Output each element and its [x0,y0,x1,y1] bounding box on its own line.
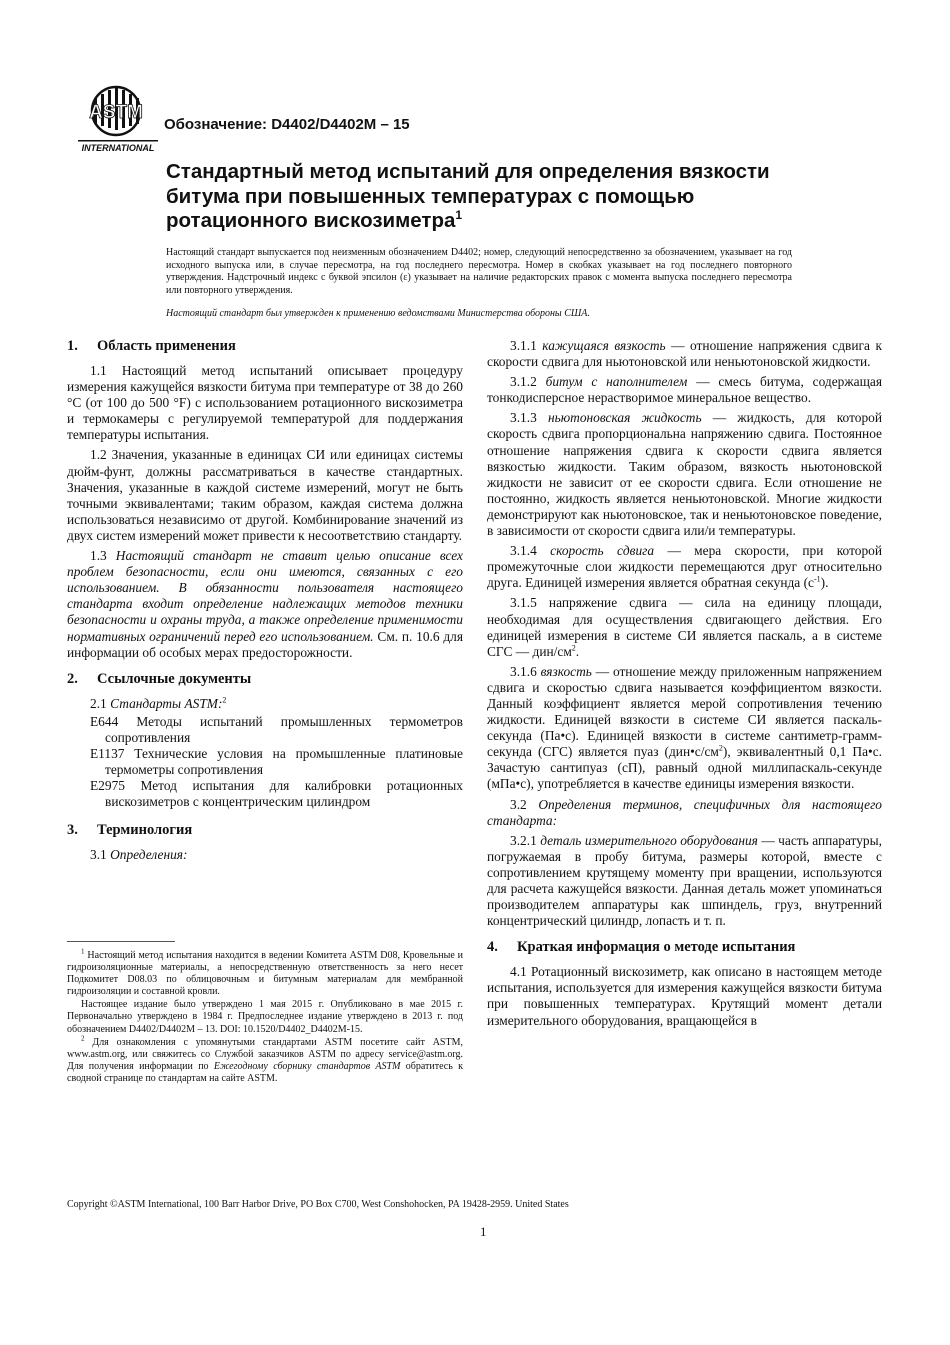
def-number: 3.1.3 [510,410,537,426]
title-text: Стандартный метод испытаний для определения вязкости битума при повышенных температурах с помощью ротационного вискозиметра [166,160,770,232]
superscript: 2 [718,743,723,753]
footnote-mark: 2 [81,1034,85,1043]
reference-e2975: E2975 Метод испытания для калибровки ротационных вискозиметров с концентрическим цилиндром [90,778,463,810]
def-term: скорость сдвига [550,543,655,559]
footnote-2 [67,1034,463,1085]
title-footnote-mark: 1 [455,208,463,223]
footnote-divider [67,941,175,942]
def-term: деталь измерительного оборудования [540,832,758,848]
def-term: вязкость [540,663,592,679]
paragraph-1-1: 1.1 Настоящий метод испытаний описывает процедуру измерения кажущейся вязкости битума при температуре от 38 до 260 °C (от 100 до 500 °F) с использованием ротационного вискозиметра и термокамеры с регулируемой температурой для поддержания температуры испытания. [67,363,463,443]
section-title: Терминология [97,822,193,839]
definition-3-1-4 [487,543,882,591]
def-text: — смесь битума, содержащая тонкодисперсное нерастворимое минеральное вещество. [487,374,882,406]
sub-number: 3.1 [90,847,107,863]
subsection-3-1 [67,847,463,863]
section-1-heading [67,338,463,355]
footnote-mark: 1 [81,947,85,956]
safety-statement: Настоящий стандарт не ставит целью описание всех проблем безопасности, если они имеются, связанных с его использованием. В обязанности пользователя настоящего стандарта входит определение надлежащих методов техники безопасности и охраны труда, а также определение применимости нормативных ограничений перед его использованием. [67,548,463,644]
section-title: Ссылочные документы [97,670,252,687]
footnote-mark: 2 [222,695,227,705]
sub-label: Определения терминов, специфичных для настоящего стандарта: [487,796,882,828]
section-number: 3. [67,822,78,839]
reference-e644: E644 Методы испытаний промышленных термометров сопротивления [90,713,463,745]
logo-text: ASTM [89,102,143,123]
designation: Обозначение: D4402/D4402M – 15 [164,116,410,133]
para-rest: См. п. 10.6 для информации об особых мерах предосторожности. [67,628,463,660]
def-end: ). [820,575,829,591]
section-2-heading [67,671,463,688]
def-text: 3.1.5 напряжение сдвига — сила на единицу площади, необходимая для осуществления сдвигающего действия. Его единицей измерения в системе СИ является паскаль, а в системе СГС — дин/см [487,595,882,659]
def-text: — часть аппаратуры, погружаемая в пробу битума, размеры которой, вместе с сопротивлением крутящему моменту при вращении, используются для расчета кажущейся вязкости. Данная деталь может упоминаться производителем аппаратуры как шпиндель, груз, внутренний концентрический цилиндр, лопасть и т. п. [487,832,882,929]
para-number: 1.3 [90,548,107,564]
def-text: — отношение между приложенным напряжением сдвига и скоростью сдвига называется коэффициентом вязкости. Данный коэффициент является мерой сопротивления течению жидкости. Единицей вязкости в системе СИ является паскаль-секунда (Па•с). Единицей вязкости в системе сантиметр-грамм-секунда (СГС) является пуаз (дин•с/см [487,663,882,760]
sub-label: Стандарты ASTM: [110,695,223,711]
definition-3-1-5 [487,595,882,659]
def-number: 3.1.4 [510,543,537,559]
section-4-heading [487,939,882,956]
astm-logo [76,84,160,154]
definition-3-1-3 [487,410,882,539]
def-text: — жидкость, для которой скорость сдвига пропорциональна напряжению сдвига. Постоянное отношение напряжения сдвига к скорости сдвига является вязкостью жидкости. Таким образом, вязкость ньютоновской жидкости не зависит от ее скорости сдвига. Если отношение не постоянно, жидкость является неньютоновской. Многие жидкости демонстрируют как ньютоновское, так и неньютоновское поведение, в зависимости от скорости сдвига или/и температуры. [487,410,882,539]
subsection-2-1 [67,696,463,712]
definition-3-1-6 [487,664,882,793]
paragraph-1-3 [67,548,463,661]
subsection-3-2 [487,797,882,829]
approval-note: Настоящий стандарт был утвержден к применению ведомствами Министерства обороны США. [166,308,590,319]
def-text: — мера скорости, при которой промежуточные слои жидкости перемещаются друг относительно друга. Единицей измерения является обратная секунда (с [487,543,882,591]
logo-international: INTERNATIONAL [81,143,155,153]
footnotes [67,947,464,1086]
right-column [487,338,882,1033]
superscript: 2 [571,643,576,653]
sub-label: Определения: [110,847,188,863]
footnote-text: Настоящий метод испытания находится в ведении Комитета ASTM D08, Кровельные и гидроизоляционные материалы, а непосредственную ответственность за него несет Подкомитет D08.03 по облицовочным и битумным материалам для мембранной гидроизоляции и составной кровли. [67,950,464,998]
def-number: 3.2.1 [510,832,537,848]
footnote-1-edition: Настоящее издание было утверждено 1 мая 2015 г. Опубликовано в мае 2015 г. Первоначально утверждено в 1984 г. Предпоследнее издание утверждено в 2013 г. под обозначением D4402/D4402M – 13. DOI: 10.1520/D4402_D4402M-15. [67,999,463,1035]
sub-number: 3.2 [510,796,527,812]
superscript: -1 [814,574,821,584]
footnote-text: Для ознакомления с упомянутыми стандартами ASTM посетите сайт ASTM, www.astm.org, или свяжитесь со Службой заказчиков ASTM по адресу service@astm.org. Для получения информации по [67,1036,463,1072]
intro-note: Настоящий стандарт выпускается под неизменным обозначением D4402; номер, следующий непосредственно за обозначением, указывает на год исходного выпуска или, в случае пересмотра, на год последнего пересмотра. Номер в скобках указывает на год последнего повторного утверждения. Надстрочный индекс с буквой эпсилон (ε) указывает на наличие редакторских правок с момента выпуска последнего пересмотра или повторного утверждения. [166,247,792,296]
definition-3-2-1 [487,833,882,930]
def-term: ньютоновская жидкость [547,410,702,426]
left-column [67,338,463,865]
definition-3-1-2 [487,374,882,406]
definition-3-1-1 [487,338,882,370]
copyright-line: Copyright ©ASTM International, 100 Barr Harbor Drive, PO Box C700, West Conshohocken, PA 19428-2959. United States [67,1199,569,1210]
document-title [166,160,806,234]
def-number: 3.1.2 [510,374,537,390]
section-title: Краткая информация о методе испытания [517,939,796,956]
section-3-heading [67,822,463,839]
footnote-1 [67,947,464,998]
paragraph-1-2: 1.2 Значения, указанные в единицах СИ или единицах системы дюйм-фунт, должны рассматриваться в качестве стандартных. Значения, указанные в каждой системе измерений, могут не быть точными эквивалентами; таким образом, каждая система должна использоваться независимо от другой. Комбинирование значений из двух систем измерений может привести к несоответствию стандарту. [67,447,463,543]
def-term: битум с наполнителем [545,374,688,390]
def-number: 3.1.1 [510,338,537,353]
sub-number: 2.1 [90,695,107,711]
reference-e1137: E1137 Технические условия на промышленные платиновые термометры сопротивления [90,745,463,778]
def-end: . [575,643,580,659]
footnote-end: обратитесь к сводной странице по стандартам на сайте ASTM. [67,1060,463,1084]
def-end: ), эквивалентный 0,1 Па•с. Зачастую сантипуаз (сП), равный одной миллипаскаль-секунде (мПа•с), употребляется в качестве единицы измерения вязкости. [487,744,882,792]
page-number: 1 [480,1224,487,1239]
section-number: 4. [487,939,498,956]
footnote-italic: Ежегодному сборнику стандартов ASTM [213,1060,401,1072]
def-number: 3.1.6 [510,663,537,679]
def-text: — отношение напряжения сдвига к скорости сдвига для ньютоновской или неньютоновской жидкости. [487,338,882,370]
section-number: 1. [67,338,78,354]
paragraph-4-1: 4.1 Ротационный вискозиметр, как описано в настоящем методе испытания, используется для измерения кажущейся вязкости битума при повышенных температурах. Крутящий момент детали измерительного оборудования, вращающейся в [487,964,882,1028]
def-term: кажущаяся вязкость [542,338,666,353]
section-title: Область применения [97,338,236,354]
section-number: 2. [67,670,78,687]
